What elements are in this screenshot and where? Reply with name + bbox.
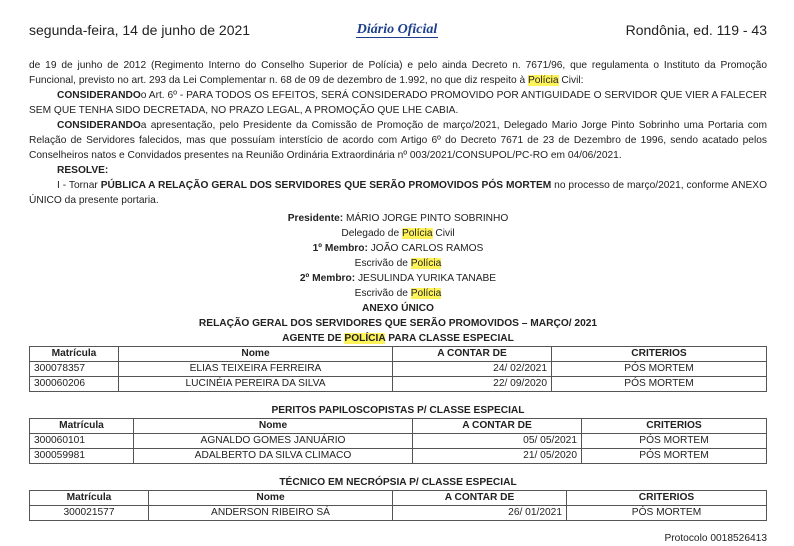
member1-role: Escrivão de Polícia bbox=[354, 258, 442, 269]
table-row: 300078357 ELIAS TEIXEIRA FERREIRA 24/ 02/2021 PÓS MORTEM bbox=[30, 362, 767, 377]
table-row: 300059981 ADALBERTO DA SILVA CLIMACO 21/ 05/2020 PÓS MORTEM bbox=[30, 449, 767, 464]
table-header-row bbox=[30, 347, 767, 362]
header-date: segunda-feira, 14 de junho de 2021 bbox=[29, 22, 251, 38]
member1-line: 1º Membro: JOÃO CARLOS RAMOS bbox=[312, 243, 484, 254]
header-edition: Rondônia, ed. 119 - 43 bbox=[625, 22, 767, 38]
table-peritos bbox=[29, 418, 767, 464]
publication-title: Diário Oficial bbox=[356, 22, 438, 37]
section-agente-title: AGENTE DE POLÍCIA PARA CLASSE ESPECIAL bbox=[282, 333, 514, 344]
table-header-row: Matrícula Nome A CONTAR DE CRITERIOS bbox=[30, 491, 767, 506]
table-row: 300060101 AGNALDO GOMES JANUÁRIO 05/ 05/2021 PÓS MORTEM bbox=[30, 434, 767, 449]
table-row: 300060206 LUCINÉIA PEREIRA DA SILVA 22/ 09/2020 PÓS MORTEM bbox=[30, 377, 767, 392]
member2-role: Escrivão de Polícia bbox=[354, 288, 442, 299]
resolve-heading: RESOLVE: bbox=[57, 165, 109, 176]
section-peritos-title: PERITOS PAPILOSCOPISTAS P/ CLASSE ESPECIAL bbox=[271, 405, 525, 416]
protocol-number: Protocolo 0018526413 bbox=[664, 533, 767, 544]
document-body bbox=[29, 58, 767, 546]
annex-subtitle: RELAÇÃO GERAL DOS SERVIDORES QUE SERÃO PROMOVIDOS – MARÇO/ 2021 bbox=[198, 318, 598, 329]
table-agente bbox=[29, 346, 767, 392]
col-a-contar-de: A CONTAR DE bbox=[393, 347, 552, 362]
table-tecnico bbox=[29, 490, 767, 521]
highlight: Polícia bbox=[527, 75, 559, 86]
paragraph-considerando-1: CONSIDERANDOo Art. 6º - PARA TODOS OS EFEITOS, SERÁ CONSIDERADO PROMOVIDO POR ANTIGUIDADE O SERVIDOR QUE VIER A FALECER SEM QUE TENHA SIDO DECRETADA, NO PRAZO LEGAL, A PROMOÇÃO QUE LHE CABIA. bbox=[29, 90, 767, 116]
page-header bbox=[0, 0, 794, 48]
member2-line: 2º Membro: JESULINDA YURIKA TANABE bbox=[299, 273, 497, 284]
paragraph-intro: de 19 de junho de 2012 (Regimento Interno do Conselho Superior de Polícia) e pelo ainda Decreto n. 7671/96, que regulamenta o Instituto da Promoção Funcional, previsto no art. 293 da Lei Complementar n. 68 de 09 de dezembro de 1.992, no que diz respeito à Polícia Civil: bbox=[29, 60, 767, 86]
paragraph-considerando-2: CONSIDERANDOa apresentação, pelo Presidente da Comissão de Promoção de março/2021, Delegado Mario Jorge Pinto Sobrinho uma Portaria com Relação de Servidores falecidos, mas que possuíam interstício de acordo com Artigo 6º do Decreto 7671 de 23 de Dezembro de 1996, sendo acatado pelos Conselheiros natos e Convidados presentes na Reunião Ordinária Extraordinária nº 003/2021/CONSUPOL/PC-RO em 04/06/2021. bbox=[29, 120, 767, 161]
annex-title: ANEXO ÚNICO bbox=[362, 303, 434, 314]
table-header-row: Matrícula Nome A CONTAR DE CRITERIOS bbox=[30, 419, 767, 434]
section-tecnico-title: TÉCNICO EM NECRÓPSIA P/ CLASSE ESPECIAL bbox=[279, 477, 517, 488]
president-role: Delegado de Polícia Civil bbox=[341, 228, 455, 239]
president-line: Presidente: MÁRIO JORGE PINTO SOBRINHO bbox=[287, 213, 509, 224]
col-matricula: Matrícula bbox=[30, 347, 119, 362]
paragraph-resolve-1: I - Tornar PÚBLICA A RELAÇÃO GERAL DOS SERVIDORES QUE SERÃO PROMOVIDOS PÓS MORTEM no processo de março/2021, conforme ANEXO ÚNICO da presente portaria. bbox=[29, 180, 767, 206]
signatures-block bbox=[29, 211, 767, 301]
col-nome: Nome bbox=[119, 347, 393, 362]
col-criterios: CRITERIOS bbox=[552, 347, 767, 362]
table-row: 300021577 ANDERSON RIBEIRO SÁ 26/ 01/2021 PÓS MORTEM bbox=[30, 506, 767, 521]
